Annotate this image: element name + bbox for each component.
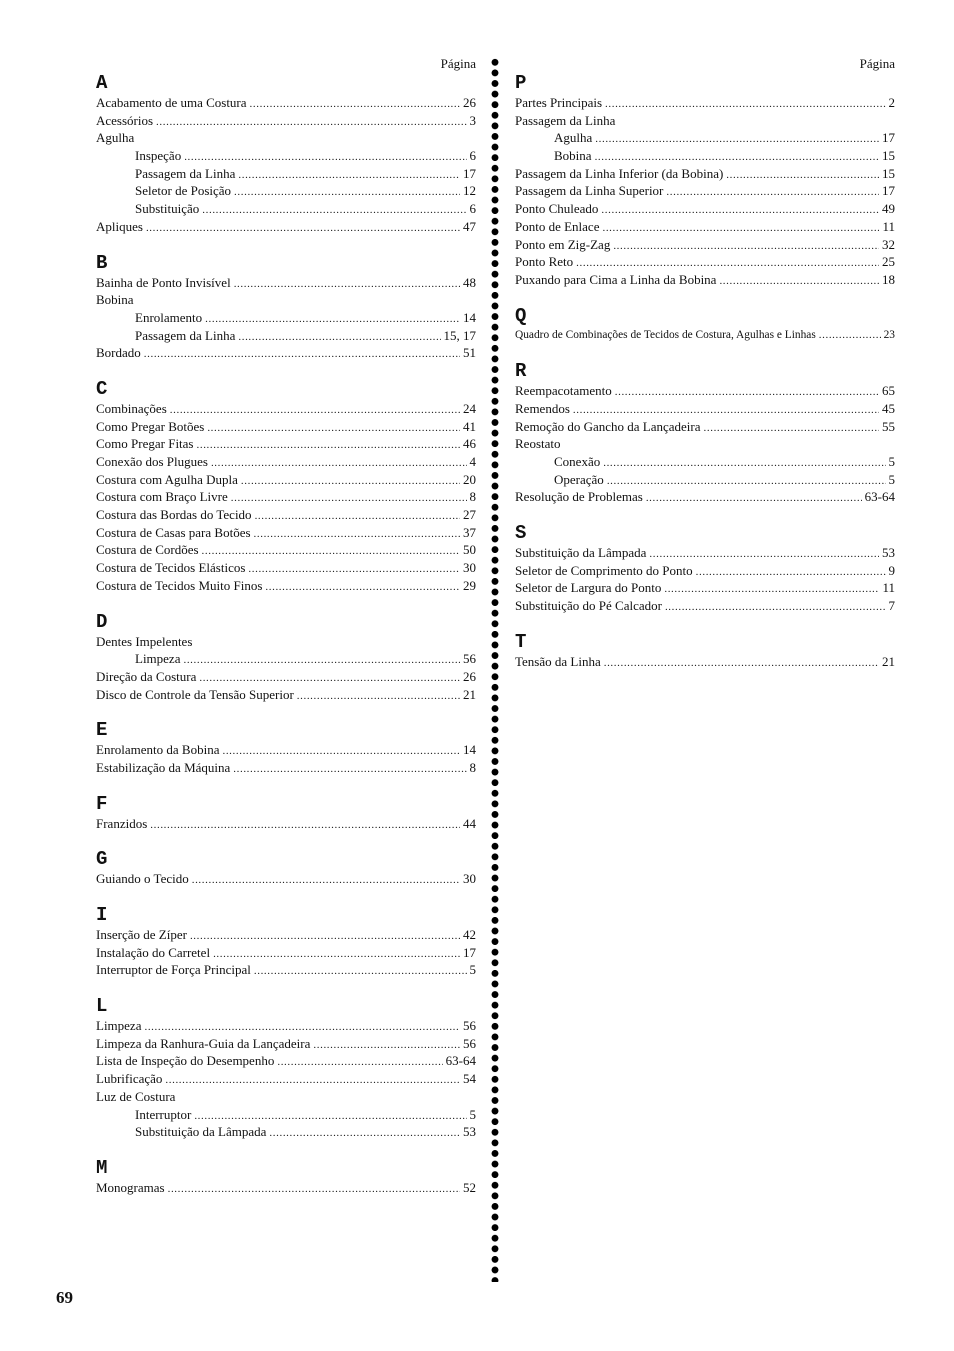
entry-label: Costura com Braço Livre — [96, 489, 228, 505]
entry-label: Reempacotamento — [515, 383, 612, 399]
entry-label: Guiando o Tecido — [96, 871, 189, 887]
index-entry — [96, 471, 476, 489]
index-section — [515, 523, 895, 615]
entry-label: Luz de Costura — [96, 1088, 176, 1104]
entry-page: 6 — [469, 148, 476, 164]
section-letter: P — [515, 72, 527, 94]
entry-page: 12 — [463, 183, 476, 199]
entry-label: Passagem da Linha — [135, 165, 236, 181]
entry-label: Conexão dos Plugues — [96, 454, 208, 469]
entry-label: Puxando para Cima a Linha da Bobina — [515, 271, 717, 287]
index-entry — [96, 112, 476, 130]
index-entry — [515, 435, 895, 453]
entry-page: 44 — [463, 815, 476, 831]
entry-page: 30 — [463, 560, 476, 576]
entry-label: Bobina — [96, 292, 134, 308]
index-entry — [515, 653, 895, 671]
index-entry — [515, 327, 895, 345]
entry-page: 20 — [463, 471, 476, 487]
index-entry — [96, 1052, 476, 1070]
entry-page: 5 — [469, 1106, 476, 1122]
index-entry — [515, 488, 895, 506]
entry-label: Acabamento de uma Costura — [96, 95, 247, 110]
section-letter: S — [515, 522, 527, 545]
section-letter: T — [515, 630, 527, 653]
dot-leader — [168, 1179, 460, 1199]
index-entry — [96, 291, 476, 309]
index-entry — [96, 1017, 476, 1035]
index-entry — [96, 506, 476, 524]
entry-label: Interruptor — [135, 1106, 192, 1122]
entry-label: Acessórios — [96, 112, 154, 128]
dot-leader — [156, 112, 466, 132]
dot-leader — [704, 418, 879, 438]
entry-page: 47 — [463, 218, 476, 234]
entry-page: 7 — [888, 598, 895, 614]
entry-page: 54 — [463, 1071, 476, 1087]
index-entry — [515, 562, 895, 580]
entry-page: 45 — [882, 400, 895, 416]
entry-page: 2 — [888, 95, 895, 110]
entry-label: Ponto Reto — [515, 254, 574, 270]
entry-label: Resolução de Problemas — [515, 489, 643, 505]
entry-label: Limpeza — [96, 1018, 142, 1034]
entry-label: Costura de Cordões — [96, 542, 199, 558]
entry-page: 26 — [463, 668, 476, 684]
entry-page: 8 — [469, 489, 476, 505]
index-section — [515, 306, 895, 345]
dot-leader — [254, 961, 467, 981]
index-subentry — [96, 1123, 476, 1141]
entry-page: 53 — [463, 1124, 476, 1140]
entry-label: Ponto de Enlace — [515, 218, 600, 234]
entry-label: Bobina — [554, 148, 592, 164]
index-subentry — [515, 471, 895, 489]
dot-leader — [144, 344, 460, 364]
entry-page: 48 — [463, 274, 476, 290]
entry-label: Seletor de Posição — [135, 183, 232, 199]
index-section — [96, 905, 476, 979]
entry-label: Remendos — [515, 400, 570, 416]
entry-label: Costura das Bordas do Tecido — [96, 507, 252, 523]
section-letter: E — [96, 719, 108, 742]
entry-page: 46 — [463, 436, 476, 452]
entry-label: Bainha de Ponto Invisível — [96, 274, 231, 290]
index-section — [96, 720, 476, 776]
entry-label: Operação — [554, 471, 604, 487]
entry-page: 55 — [882, 418, 895, 434]
index-subentry — [515, 129, 895, 147]
entry-label: Substituição da Lâmpada — [135, 1124, 267, 1140]
entry-page: 11 — [882, 218, 895, 234]
entry-label: Disco de Controle da Tensão Superior — [96, 686, 294, 702]
index-sections-left — [96, 73, 476, 1197]
entry-page: 51 — [463, 345, 476, 361]
entry-label: Substituição do Pé Calcador — [515, 598, 662, 614]
entry-page: 21 — [463, 686, 476, 702]
entry-label: Limpeza — [135, 651, 181, 667]
index-sections-right — [515, 73, 895, 671]
entry-page: 52 — [463, 1179, 476, 1195]
entry-label: Agulha — [96, 130, 135, 146]
entry-page: 5 — [888, 471, 895, 487]
dot-leader — [604, 653, 879, 673]
index-section — [96, 253, 476, 362]
entry-page: 56 — [463, 1035, 476, 1051]
index-entry — [96, 1035, 476, 1053]
index-section — [96, 379, 476, 595]
entry-label: Costura de Tecidos Elásticos — [96, 560, 246, 576]
entry-page: 15 — [882, 165, 895, 181]
entry-page: 30 — [463, 871, 476, 887]
index-section — [96, 794, 476, 833]
section-letter: B — [96, 251, 108, 274]
index-entry — [96, 870, 476, 888]
index-subentry — [96, 327, 476, 345]
index-entry — [96, 759, 476, 777]
entry-label: Conexão — [554, 454, 601, 469]
entry-page: 17 — [882, 183, 895, 199]
entry-label: Limpeza da Ranhura-Guia da Lançadeira — [96, 1035, 311, 1051]
index-entry — [96, 559, 476, 577]
entry-page: 8 — [469, 759, 476, 775]
dot-leader — [234, 274, 460, 294]
index-column-right — [515, 55, 895, 688]
entry-page: 5 — [888, 454, 895, 469]
index-entry — [96, 129, 476, 147]
section-letter: R — [515, 360, 527, 383]
entry-page: 63-64 — [864, 489, 895, 505]
entry-label: Remoção do Gancho da Lançadeira — [515, 418, 701, 434]
entry-page: 50 — [463, 542, 476, 558]
index-entry — [96, 453, 476, 471]
index-entry — [96, 541, 476, 559]
entry-page: 56 — [463, 1018, 476, 1034]
dot-leader — [605, 94, 885, 114]
index-entry — [515, 382, 895, 400]
entry-label: Como Pregar Botões — [96, 418, 205, 434]
index-section — [96, 612, 476, 704]
section-letter: D — [96, 610, 108, 633]
entry-page: 41 — [463, 418, 476, 434]
entry-page: 6 — [469, 201, 476, 217]
page-header-label: Página — [440, 56, 476, 71]
entry-page: 63-64 — [445, 1053, 476, 1069]
entry-label: Instalação do Carretel — [96, 944, 211, 960]
entry-label: Lubrificação — [96, 1071, 163, 1087]
entry-label: Seletor de Comprimento do Ponto — [515, 562, 693, 578]
entry-label: Substituição — [135, 201, 200, 217]
index-entry — [96, 274, 476, 292]
index-section — [515, 73, 895, 289]
index-entry — [515, 236, 895, 254]
entry-label: Seletor de Largura do Ponto — [515, 580, 662, 596]
section-letter: A — [96, 72, 108, 94]
entry-label: Reostato — [515, 436, 561, 452]
section-letter: F — [96, 792, 108, 815]
index-entry — [515, 597, 895, 615]
entry-page: 27 — [463, 507, 476, 523]
entry-page: 37 — [463, 524, 476, 540]
index-entry — [96, 344, 476, 362]
entry-page: 15 — [882, 148, 895, 164]
dot-leader — [646, 488, 862, 508]
section-letter: C — [96, 377, 108, 400]
entry-label: Passagem da Linha — [135, 327, 236, 343]
index-entry — [96, 577, 476, 595]
index-entry — [96, 961, 476, 979]
index-entry — [96, 94, 476, 112]
index-entry — [515, 200, 895, 218]
section-letter: M — [96, 1156, 108, 1179]
index-entry — [96, 668, 476, 686]
entry-label: Enrolamento — [135, 309, 203, 325]
entry-label: Partes Principais — [515, 95, 603, 110]
entry-page: 29 — [463, 577, 476, 593]
index-entry — [96, 815, 476, 833]
index-subentry — [96, 309, 476, 327]
entry-page: 56 — [463, 651, 476, 667]
index-entry — [96, 686, 476, 704]
section-letter: Q — [515, 304, 527, 327]
index-entry — [515, 182, 895, 200]
entry-label: Passagem da Linha — [515, 112, 616, 128]
entry-label: Monogramas — [96, 1179, 165, 1195]
entry-page: 15, 17 — [443, 327, 476, 343]
entry-label: Tensão da Linha — [515, 653, 601, 669]
index-entry — [96, 488, 476, 506]
index-entry — [515, 94, 895, 112]
index-entry — [515, 112, 895, 130]
index-subentry — [96, 200, 476, 218]
index-entry — [515, 579, 895, 597]
index-entry — [96, 400, 476, 418]
entry-label: Agulha — [554, 130, 593, 146]
index-entry — [515, 218, 895, 236]
dot-leader — [192, 870, 460, 890]
dot-leader — [165, 1070, 460, 1090]
entry-page: 17 — [463, 165, 476, 181]
entry-page: 24 — [463, 400, 476, 416]
index-entry — [96, 524, 476, 542]
index-subentry — [96, 165, 476, 183]
index-subentry — [96, 1106, 476, 1124]
index-subentry — [515, 147, 895, 165]
index-entry — [515, 165, 895, 183]
index-entry — [515, 253, 895, 271]
index-entry — [515, 271, 895, 289]
entry-label: Passagem da Linha Inferior (da Bobina) — [515, 165, 724, 181]
entry-page: 42 — [463, 927, 476, 942]
entry-page: 17 — [882, 130, 895, 146]
entry-page: 32 — [882, 236, 895, 252]
page-header-label: Página — [859, 56, 895, 71]
entry-label: Franzidos — [96, 815, 148, 831]
index-entry — [96, 926, 476, 944]
index-entry — [515, 400, 895, 418]
entry-page: 11 — [882, 580, 895, 596]
entry-label: Direção da Costura — [96, 668, 197, 684]
index-subentry — [96, 147, 476, 165]
entry-label: Enrolamento da Bobina — [96, 742, 220, 758]
section-letter: G — [96, 848, 108, 871]
entry-page: 5 — [469, 962, 476, 978]
entry-label: Como Pregar Fitas — [96, 436, 194, 452]
entry-page: 49 — [882, 201, 895, 217]
entry-page: 23 — [883, 328, 895, 341]
entry-page: 4 — [469, 454, 476, 469]
dot-leader — [146, 218, 460, 238]
dot-leader — [150, 815, 460, 835]
entry-label: Interruptor de Força Principal — [96, 962, 251, 978]
dot-leader — [665, 597, 886, 617]
entry-label: Passagem da Linha Superior — [515, 183, 664, 199]
index-entry — [96, 418, 476, 436]
entry-label: Ponto em Zig-Zag — [515, 236, 611, 252]
entry-page: 26 — [463, 95, 476, 110]
entry-label: Substituição da Lâmpada — [515, 545, 647, 561]
section-letter: I — [96, 904, 108, 926]
entry-label: Combinações — [96, 400, 167, 416]
entry-page: 3 — [469, 112, 476, 128]
index-section — [515, 361, 895, 506]
index-section — [96, 1158, 476, 1197]
index-entry — [96, 1070, 476, 1088]
dot-leader — [233, 759, 466, 779]
entry-label: Inspeção — [135, 148, 182, 164]
index-entry — [96, 633, 476, 651]
section-letter: L — [96, 995, 108, 1018]
entry-label: Costura de Casas para Botões — [96, 524, 251, 540]
index-entry — [96, 218, 476, 236]
dot-leader — [297, 686, 460, 706]
entry-page: 21 — [882, 653, 895, 669]
entry-label: Dentes Impelentes — [96, 633, 193, 649]
entry-label: Estabilização da Máquina — [96, 759, 231, 775]
entry-label: Costura com Agulha Dupla — [96, 471, 238, 487]
index-section — [96, 73, 476, 236]
index-entry — [96, 435, 476, 453]
entry-page: 53 — [882, 545, 895, 561]
index-entry — [515, 418, 895, 436]
entry-label: Lista de Inspeção do Desempenho — [96, 1053, 275, 1069]
entry-page: 9 — [888, 562, 895, 578]
index-section — [96, 996, 476, 1141]
index-entry — [96, 1088, 476, 1106]
entry-page: 17 — [463, 944, 476, 960]
dot-leader — [269, 1123, 460, 1143]
index-section — [515, 632, 895, 671]
entry-label: Costura de Tecidos Muito Finos — [96, 577, 263, 593]
index-entry — [96, 944, 476, 962]
index-entry — [515, 544, 895, 562]
dot-leader — [719, 271, 879, 291]
entry-label: Ponto Chuleado — [515, 201, 599, 217]
entry-page: 14 — [463, 309, 476, 325]
index-subentry — [515, 453, 895, 471]
dotted-column-divider — [491, 57, 499, 1282]
entry-page: 65 — [882, 383, 895, 399]
entry-label: Bordado — [96, 345, 141, 361]
page-number: 69 — [56, 1288, 73, 1307]
dot-leader — [819, 327, 881, 345]
index-entry — [96, 741, 476, 759]
index-entry — [96, 1179, 476, 1197]
index-subentry — [96, 182, 476, 200]
entry-label: Quadro de Combinações de Tecidos de Costura, Agulhas e Linhas — [515, 328, 816, 341]
index-column-left — [96, 55, 476, 1214]
index-section — [96, 849, 476, 888]
entry-page: 18 — [882, 271, 895, 287]
entry-page: 25 — [882, 254, 895, 270]
dot-leader — [265, 577, 460, 597]
entry-page: 14 — [463, 742, 476, 758]
index-subentry — [96, 650, 476, 668]
entry-label: Apliques — [96, 218, 143, 234]
entry-label: Inserção de Zíper — [96, 927, 187, 942]
